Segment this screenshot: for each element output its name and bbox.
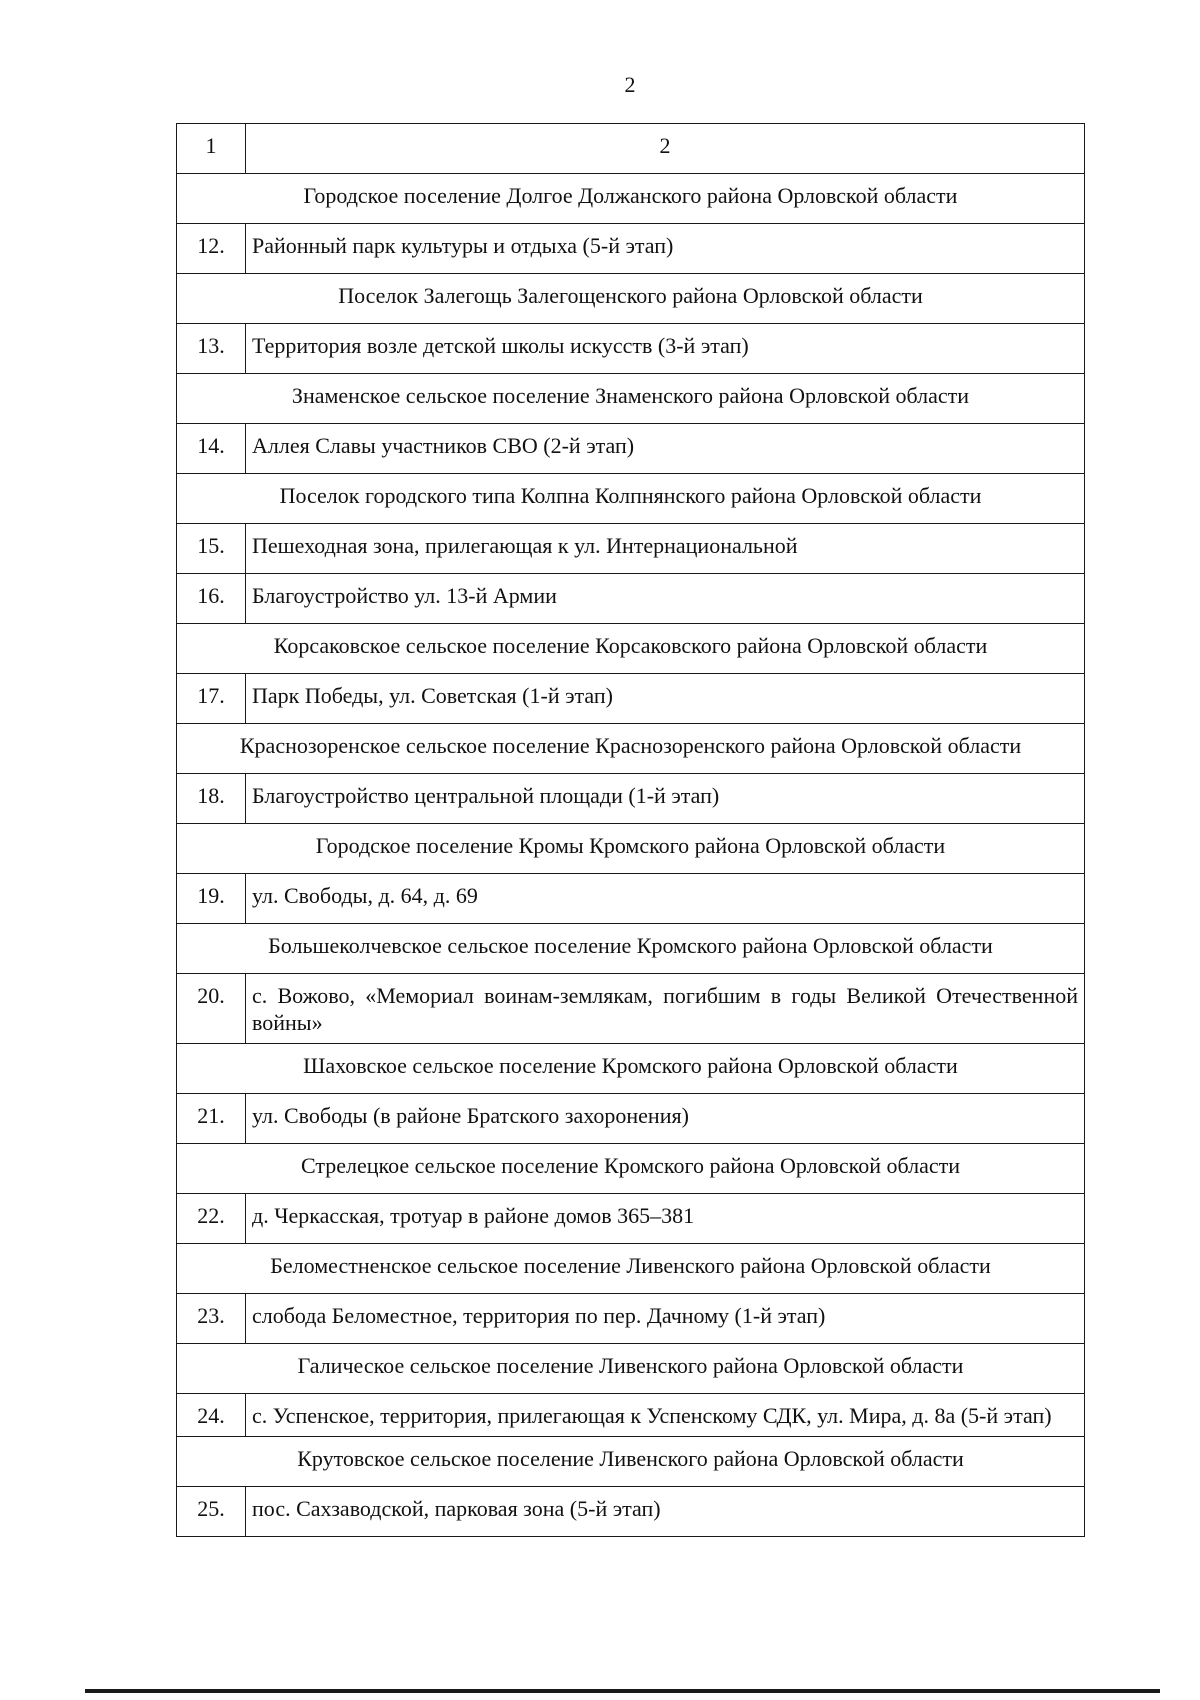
group-title: Поселок Залегощь Залегощенского района Орловской области (177, 274, 1085, 324)
group-row (177, 1344, 1085, 1394)
table-row (177, 574, 1085, 624)
table-row (177, 674, 1085, 724)
table-row (177, 974, 1085, 1044)
table-header-row (177, 124, 1085, 174)
row-object: пос. Сахзаводской, парковая зона (5-й этап) (246, 1487, 1085, 1537)
row-object: Территория возле детской школы искусств (3-й этап) (246, 324, 1085, 374)
table-row (177, 774, 1085, 824)
group-title: Стрелецкое сельское поселение Кромского района Орловской области (177, 1144, 1085, 1194)
header-column-name: 2 (246, 124, 1085, 174)
group-title: Шаховское сельское поселение Кромского района Орловской области (177, 1044, 1085, 1094)
group-row (177, 624, 1085, 674)
table-row (177, 1094, 1085, 1144)
table-row (177, 424, 1085, 474)
group-title: Городское поселение Долгое Должанского района Орловской области (177, 174, 1085, 224)
row-number: 22. (177, 1194, 246, 1244)
row-object: д. Черкасская, тротуар в районе домов 365–381 (246, 1194, 1085, 1244)
table-row (177, 874, 1085, 924)
group-title: Знаменское сельское поселение Знаменского района Орловской области (177, 374, 1085, 424)
row-number: 23. (177, 1294, 246, 1344)
row-number: 24. (177, 1394, 246, 1437)
row-object: с. Успенское, территория, прилегающая к Успенскому СДК, ул. Мира, д. 8а (5-й этап) (246, 1394, 1085, 1437)
group-row (177, 374, 1085, 424)
group-row (177, 474, 1085, 524)
table-row (177, 1294, 1085, 1344)
row-object: слобода Беломестное, территория по пер. Дачному (1-й этап) (246, 1294, 1085, 1344)
row-number: 25. (177, 1487, 246, 1537)
row-number: 20. (177, 974, 246, 1044)
table-row (177, 1487, 1085, 1537)
group-row (177, 1437, 1085, 1487)
table-row (177, 524, 1085, 574)
group-title: Галическое сельское поселение Ливенского района Орловской области (177, 1344, 1085, 1394)
row-number: 19. (177, 874, 246, 924)
row-object: Благоустройство центральной площади (1-й этап) (246, 774, 1085, 824)
row-number: 16. (177, 574, 246, 624)
group-row (177, 174, 1085, 224)
page-number: 2 (624, 72, 636, 97)
group-title: Краснозоренское сельское поселение Краснозоренского района Орловской области (177, 724, 1085, 774)
group-title: Городское поселение Кромы Кромского района Орловской области (177, 824, 1085, 874)
group-row (177, 724, 1085, 774)
row-number: 12. (177, 224, 246, 274)
row-number: 15. (177, 524, 246, 574)
group-row (177, 824, 1085, 874)
document-table (176, 123, 1085, 1537)
group-row (177, 924, 1085, 974)
row-object: Парк Победы, ул. Советская (1-й этап) (246, 674, 1085, 724)
table-row (177, 324, 1085, 374)
row-number: 18. (177, 774, 246, 824)
row-number: 13. (177, 324, 246, 374)
group-row (177, 274, 1085, 324)
bottom-rule (85, 1689, 1160, 1693)
row-object: Районный парк культуры и отдыха (5-й этап) (246, 224, 1085, 274)
group-title: Беломестненское сельское поселение Ливенского района Орловской области (177, 1244, 1085, 1294)
group-title: Большеколчевское сельское поселение Кромского района Орловской области (177, 924, 1085, 974)
row-number: 14. (177, 424, 246, 474)
group-row (177, 1244, 1085, 1294)
row-object: Аллея Славы участников СВО (2-й этап) (246, 424, 1085, 474)
group-title: Поселок городского типа Колпна Колпнянского района Орловской области (177, 474, 1085, 524)
group-row (177, 1044, 1085, 1094)
row-number: 17. (177, 674, 246, 724)
row-number: 21. (177, 1094, 246, 1144)
header-column-number: 1 (177, 124, 246, 174)
group-title: Корсаковское сельское поселение Корсаковского района Орловской области (177, 624, 1085, 674)
row-object: Благоустройство ул. 13-й Армии (246, 574, 1085, 624)
table-row (177, 224, 1085, 274)
row-object: ул. Свободы, д. 64, д. 69 (246, 874, 1085, 924)
table-row (177, 1194, 1085, 1244)
group-title: Крутовское сельское поселение Ливенского района Орловской области (177, 1437, 1085, 1487)
row-object: с. Вожово, «Мемориал воинам-землякам, погибшим в годы Великой Отечественной войны» (246, 974, 1085, 1044)
table-row (177, 1394, 1085, 1437)
row-object: ул. Свободы (в районе Братского захоронения) (246, 1094, 1085, 1144)
row-object: Пешеходная зона, прилегающая к ул. Интернациональной (246, 524, 1085, 574)
group-row (177, 1144, 1085, 1194)
